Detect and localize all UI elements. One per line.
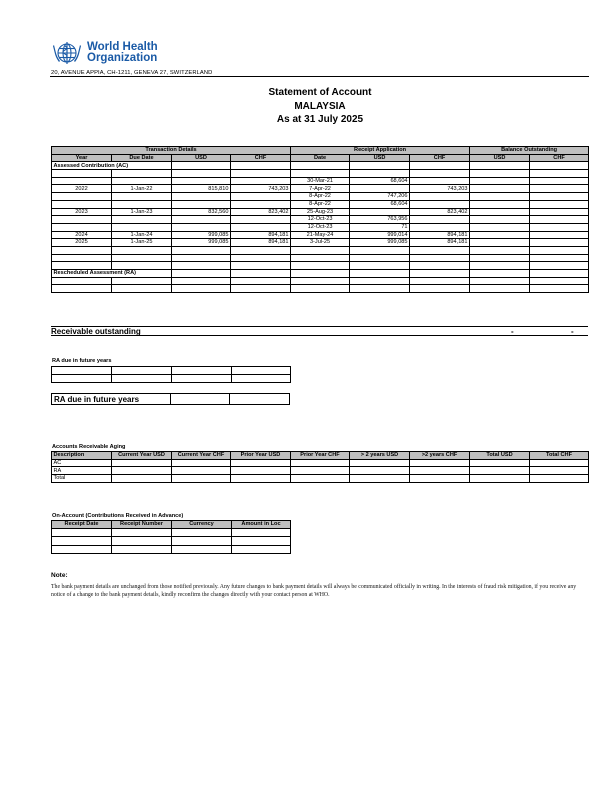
table-cell: [470, 239, 530, 247]
table-cell: [530, 170, 589, 178]
table-cell: 1-Jan-22: [112, 185, 172, 193]
table-cell: 832,560: [172, 208, 231, 216]
table-cell: 2022: [52, 185, 112, 193]
receivable-label: Receivable outstanding: [51, 327, 141, 336]
table-cell: 894,181: [410, 231, 470, 239]
table-cell: [530, 208, 589, 216]
statement-titles: [0, 86, 612, 127]
table-cell: [112, 177, 172, 185]
table-cell: [112, 223, 172, 231]
table-row: [52, 239, 589, 247]
table-cell: [530, 239, 589, 247]
table-row: [52, 216, 589, 224]
org-address: 20, AVENUE APPIA, CH-1211, GENEVA 27, SWITZERLAND: [51, 70, 213, 76]
aging-desc: Total: [52, 475, 112, 483]
section-label-ra: Rescheduled Assessment (RA): [52, 270, 172, 278]
col-header: Total CHF: [530, 452, 589, 460]
table-row: [52, 367, 291, 375]
table-cell: [52, 216, 112, 224]
section-label-ac: Assessed Contribution (AC): [52, 162, 172, 170]
country-title: MALAYSIA: [294, 100, 346, 112]
table-cell: [52, 200, 112, 208]
table-cell: 743,203: [410, 185, 470, 193]
table-cell: 2024: [52, 231, 112, 239]
table-cell: [530, 185, 589, 193]
col-header: Prior Year CHF: [291, 452, 350, 460]
table-cell: [470, 170, 530, 178]
table-cell: [112, 216, 172, 224]
table-cell: [231, 177, 291, 185]
col-header: USD: [470, 154, 530, 162]
aging-row-ra: [52, 467, 589, 475]
table-cell: [112, 170, 172, 178]
table-cell: 894,181: [231, 231, 291, 239]
table-row: [52, 177, 589, 185]
as-at-date: As at 31 July 2025: [276, 114, 364, 125]
table-cell: 1-Jan-25: [112, 239, 172, 247]
receivable-usd: -: [511, 327, 514, 336]
table-cell: [530, 223, 589, 231]
note-text: The bank payment details are unchanged from those notified previously. Any future changes to bank payment details will always be communicated officially in writing. In the interests of fraud risk mitigation, if you receive any notice of a change to the bank payment details, kindly reconfirm the changes directly with your contact person at WHO.: [51, 584, 577, 599]
table-cell: [410, 193, 470, 201]
table-row: [52, 545, 291, 554]
table-cell: [410, 177, 470, 185]
table-cell: [231, 223, 291, 231]
table-row: [52, 223, 589, 231]
table-cell: [52, 170, 112, 178]
table-cell: [172, 177, 231, 185]
aging-desc: RA: [52, 467, 112, 475]
table-cell: [470, 185, 530, 193]
col-header: Receipt Number: [112, 521, 172, 529]
table-cell: 2025: [52, 239, 112, 247]
table-row: [52, 528, 291, 537]
col-header: Current Year USD: [112, 452, 172, 460]
table-cell: 894,181: [231, 239, 291, 247]
col-header: Amount in Loc: [232, 521, 291, 529]
table-cell: [172, 193, 231, 201]
table-cell: [231, 216, 291, 224]
table-cell: [410, 216, 470, 224]
group-header-row: [52, 147, 589, 155]
org-name-line2: Organization: [87, 52, 158, 64]
table-cell: [530, 216, 589, 224]
table-cell: 815,810: [172, 185, 231, 193]
table-row: [52, 170, 589, 178]
table-cell: 12-Oct-23: [291, 223, 350, 231]
group-header-transaction: Transaction Details: [52, 147, 291, 155]
table-cell: 68,604: [350, 177, 410, 185]
table-cell: [350, 185, 410, 193]
table-cell: [410, 200, 470, 208]
ra-future-total-row: [51, 393, 290, 405]
table-row: [52, 537, 291, 546]
table-cell: 7-Apr-22: [291, 185, 350, 193]
table-row: [52, 246, 589, 254]
org-name-line1: World Health: [87, 41, 158, 53]
table-cell: [172, 216, 231, 224]
table-cell: 71: [350, 223, 410, 231]
on-account-title: On-Account (Contributions Received in Advance): [52, 513, 184, 519]
col-header: Due Date: [112, 154, 172, 162]
receivable-outstanding-row: [51, 326, 588, 336]
header-divider: [50, 76, 589, 77]
statement-table: [51, 146, 589, 293]
who-logo: [50, 40, 158, 66]
table-cell: [172, 223, 231, 231]
ra-future-total-label: RA due in future years: [52, 394, 171, 404]
group-header-receipt: Receipt Application: [291, 147, 470, 155]
table-cell: 999,085: [350, 239, 410, 247]
table-cell: 25-Aug-23: [291, 208, 350, 216]
table-cell: [470, 193, 530, 201]
table-cell: [231, 200, 291, 208]
aging-row-ac: [52, 459, 589, 467]
table-cell: [350, 170, 410, 178]
table-cell: [112, 200, 172, 208]
table-row: [52, 375, 291, 383]
table-row: [52, 254, 589, 262]
table-cell: [470, 216, 530, 224]
table-cell: 747,206: [350, 193, 410, 201]
col-header: Total USD: [470, 452, 530, 460]
table-cell: [470, 177, 530, 185]
table-cell: 999,014: [350, 231, 410, 239]
section-row-ac: [52, 162, 589, 170]
org-name: [87, 42, 158, 64]
group-header-balance: Balance Outstanding: [470, 147, 589, 155]
table-cell: [52, 193, 112, 201]
table-cell: [530, 200, 589, 208]
col-header: Date: [291, 154, 350, 162]
table-cell: 3-Jul-25: [291, 239, 350, 247]
col-header: Receipt Date: [52, 521, 112, 529]
table-cell: [52, 177, 112, 185]
table-cell: [231, 193, 291, 201]
table-cell: 823,402: [231, 208, 291, 216]
table-cell: [231, 170, 291, 178]
table-cell: [470, 208, 530, 216]
table-cell: [350, 208, 410, 216]
receivable-chf: -: [571, 327, 574, 336]
statement-title: Statement of Account: [268, 87, 372, 98]
table-cell: [172, 200, 231, 208]
aging-desc: AC: [52, 459, 112, 467]
table-row: [52, 185, 589, 193]
table-cell: 823,402: [410, 208, 470, 216]
table-row: [52, 277, 589, 285]
table-cell: 68,604: [350, 200, 410, 208]
table-cell: [112, 193, 172, 201]
aging-table: [51, 451, 589, 483]
table-cell: [530, 231, 589, 239]
on-account-header-row: [52, 521, 291, 529]
col-header: > 2 years USD: [350, 452, 410, 460]
col-header: >2 years CHF: [410, 452, 470, 460]
table-row: [52, 208, 589, 216]
table-cell: 12-Oct-23: [291, 216, 350, 224]
table-row: [52, 193, 589, 201]
table-cell: [470, 200, 530, 208]
table-row: [52, 262, 589, 270]
table-cell: 8-Apr-22: [291, 200, 350, 208]
col-header: CHF: [530, 154, 589, 162]
ra-future-title: RA due in future years: [52, 358, 112, 364]
aging-row-total: [52, 475, 589, 483]
aging-header-row: [52, 452, 589, 460]
col-header: Current Year CHF: [172, 452, 231, 460]
table-cell: 894,181: [410, 239, 470, 247]
table-cell: 21-May-24: [291, 231, 350, 239]
col-header: CHF: [231, 154, 291, 162]
col-header: Currency: [172, 521, 232, 529]
col-header: CHF: [410, 154, 470, 162]
table-cell: [52, 223, 112, 231]
note-title: Note:: [51, 572, 68, 579]
table-row: [52, 231, 589, 239]
col-header: Year: [52, 154, 112, 162]
table-cell: [291, 170, 350, 178]
table-cell: 743,203: [231, 185, 291, 193]
table-cell: [172, 170, 231, 178]
table-cell: 2023: [52, 208, 112, 216]
table-cell: [530, 193, 589, 201]
column-header-row: [52, 154, 589, 162]
who-emblem-icon: [50, 40, 84, 66]
table-cell: [470, 223, 530, 231]
col-header: Description: [52, 452, 112, 460]
table-cell: [410, 170, 470, 178]
table-cell: 999,085: [172, 239, 231, 247]
table-cell: 30-Mar-21: [291, 177, 350, 185]
table-cell: [530, 177, 589, 185]
table-cell: [470, 231, 530, 239]
section-row-ra: [52, 270, 589, 278]
table-cell: 1-Jan-24: [112, 231, 172, 239]
col-header: Prior Year USD: [231, 452, 291, 460]
table-cell: 999,085: [172, 231, 231, 239]
table-row: [52, 200, 589, 208]
col-header: USD: [172, 154, 231, 162]
ra-future-table: [51, 366, 291, 383]
table-row: [52, 285, 589, 293]
table-cell: 1-Jan-23: [112, 208, 172, 216]
table-cell: [410, 223, 470, 231]
on-account-table: [51, 520, 291, 554]
table-cell: 763,956: [350, 216, 410, 224]
col-header: USD: [350, 154, 410, 162]
table-cell: 8-Apr-22: [291, 193, 350, 201]
aging-title: Accounts Receivable Aging: [52, 444, 126, 450]
